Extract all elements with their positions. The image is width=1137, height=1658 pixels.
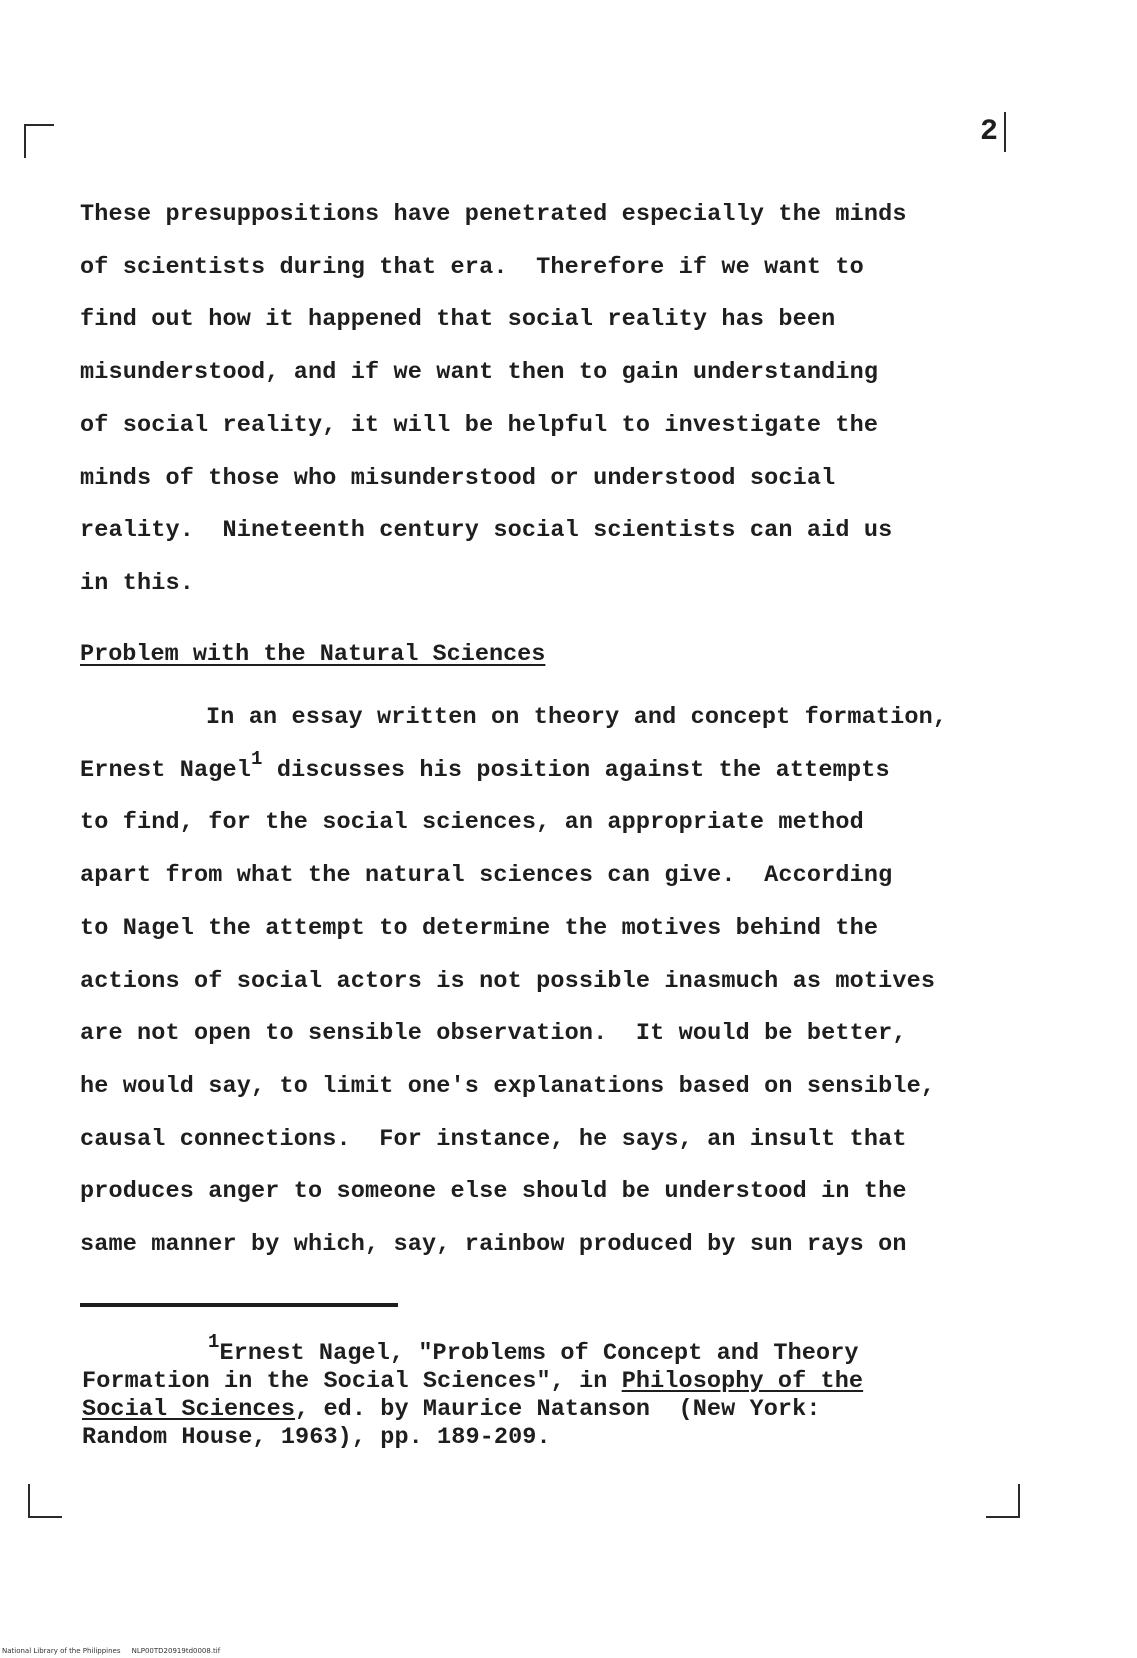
footnote-line <box>82 1368 1012 1396</box>
paragraph-line: produces anger to someone else should be understood in the <box>80 1178 907 1206</box>
paragraph-line: he would say, to limit one's explanations based on sensible, <box>80 1072 936 1100</box>
footnote-text: Ernest Nagel, "Problems of Concept and Theory <box>219 1340 859 1367</box>
paragraph-line: in this. <box>80 569 195 597</box>
paragraph-line: find out how it happened that social reality has been <box>80 306 836 334</box>
book-title: Social Sciences <box>82 1396 296 1423</box>
section-heading: Problem with the Natural Sciences <box>80 641 546 668</box>
paragraph-line: to Nagel the attempt to determine the motives behind the <box>80 914 879 942</box>
crop-mark-bottom-left <box>28 1484 62 1518</box>
book-title: Philosophy of the <box>621 1368 864 1395</box>
page-number-box <box>980 112 1006 152</box>
footnote-text: Formation in the Social Sciences", in <box>82 1368 622 1395</box>
crop-mark-bottom-right <box>986 1484 1020 1518</box>
paragraph-line: of scientists during that era. Therefore if we want to <box>80 253 864 281</box>
footnote-marker: 1 <box>208 1331 220 1353</box>
paragraph-line: These presuppositions have penetrated especially the minds <box>80 201 907 228</box>
paragraph-line: reality. Nineteenth century social scientists can aid us <box>80 517 893 545</box>
footnote <box>82 1331 1012 1452</box>
paragraph-line: apart from what the natural sciences can give. According <box>80 862 893 890</box>
paragraph-line: causal connections. For instance, he says, an insult that <box>80 1125 907 1153</box>
paragraph-line-rest: discusses his position against the attempts <box>262 756 890 784</box>
paragraph-line: minds of those who misunderstood or understood social <box>80 464 836 492</box>
author-name: Ernest Nagel <box>80 756 252 784</box>
paragraph-line <box>80 745 1020 798</box>
footnote-line: Random House, 1963), pp. 189-209. <box>82 1424 551 1451</box>
paragraph-1 <box>80 189 1020 611</box>
paragraph-line: misunderstood, and if we want then to gain understanding <box>80 359 879 387</box>
paragraph-line: In an essay written on theory and concept formation, <box>206 704 948 731</box>
footnote-reference: 1 <box>251 747 263 770</box>
paragraph-line: actions of social actors is not possible inasmuch as motives <box>80 967 936 995</box>
footnote-line <box>82 1396 1012 1424</box>
footnote-line <box>82 1331 1012 1368</box>
footnote-text: , ed. by Maurice Natanson (New York: <box>295 1396 821 1423</box>
paragraph-line: same manner by which, say, rainbow produced by sun rays on <box>80 1231 907 1259</box>
paragraph-line: to find, for the social sciences, an appropriate method <box>80 809 864 837</box>
paragraph-line: are not open to sensible observation. It would be better, <box>80 1020 907 1048</box>
crop-mark-top-left <box>24 124 54 158</box>
paragraph-2 <box>80 692 1020 1272</box>
scan-colophon: National Library of the Philippines NLP00TD20919td0008.tif <box>2 1647 221 1655</box>
page-number: 2 <box>980 115 999 149</box>
footnote-separator <box>80 1303 398 1307</box>
paragraph-line: of social reality, it will be helpful to investigate the <box>80 411 879 439</box>
